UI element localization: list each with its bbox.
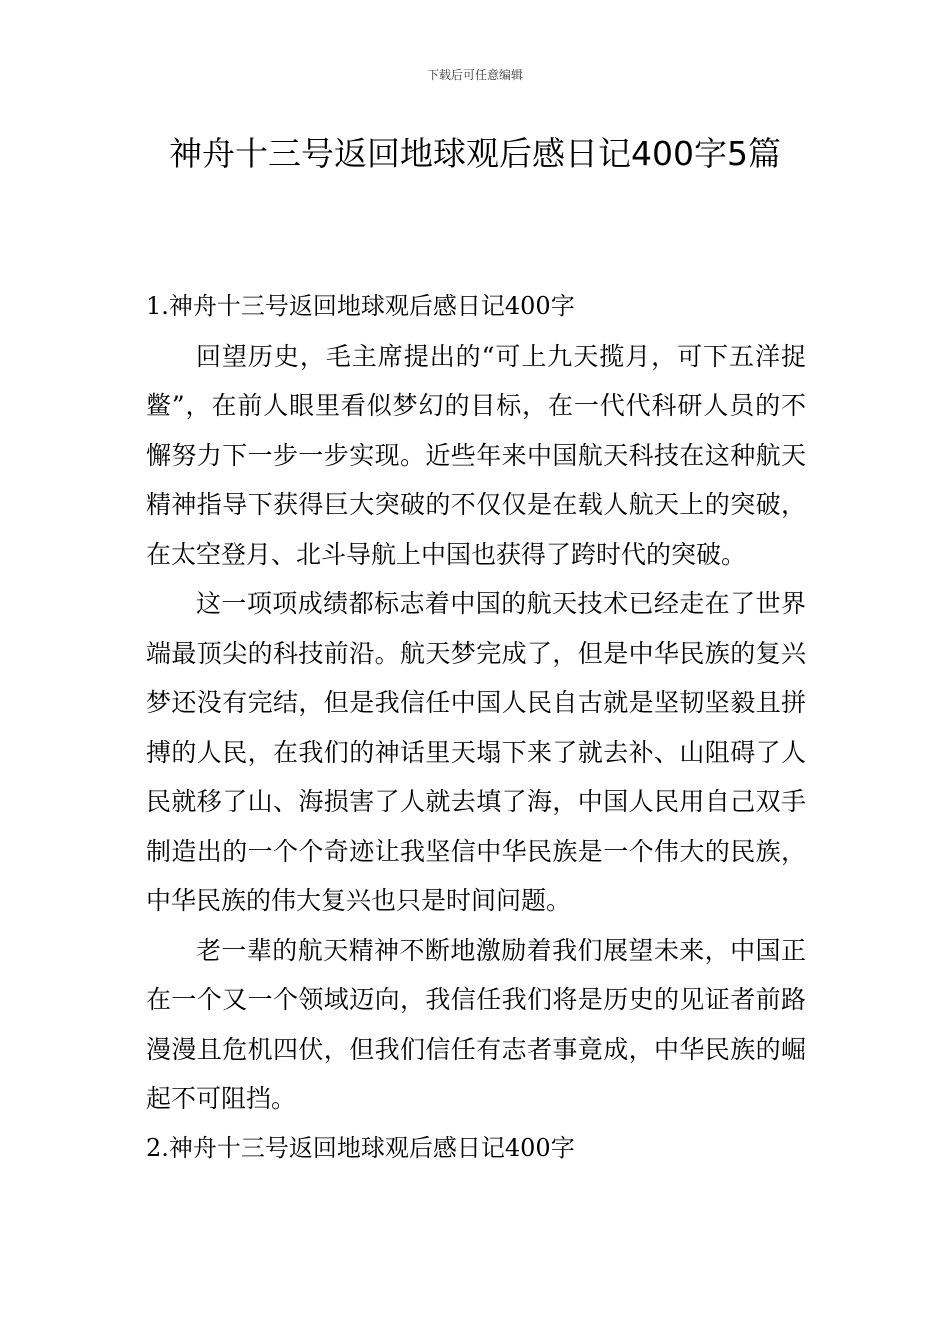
document-body bbox=[146, 282, 806, 1173]
header-note: 下载后可任意编辑 bbox=[426, 68, 523, 82]
paragraph-2: 这一项项成绩都标志着中国的航天技术已经走在了世界端最顶尖的科技前沿。航天梦完成了，但是中华民族的复兴梦还没有完结，但是我信任中国人民自古就是坚韧坚毅且拼搏的人民，在我们的神话里天塌下来了就去补、山阻碍了人民就移了山、海损害了人就去填了海，中国人民用自己双手制造出的一个个奇迹让我坚信中华民族是一个伟大的民族，中华民族的伟大复兴也只是时间问题。 bbox=[146, 589, 806, 915]
paragraph-3: 老一辈的航天精神不断地激励着我们展望未来，中国正在一个又一个领域迈向，我信任我们将是历史的见证者前路漫漫且危机四伏，但我们信任有志者事竟成，中华民族的崛起不可阻挡。 bbox=[146, 935, 806, 1113]
page-title: 神舟十三号返回地球观后感日记400字5篇 bbox=[169, 134, 781, 173]
section-heading-1: 1.神舟十三号返回地球观后感日记400字 bbox=[146, 292, 575, 320]
section-heading-2: 2.神舟十三号返回地球观后感日记400字 bbox=[146, 1133, 575, 1162]
paragraph-1: 回望历史，毛主席提出的“可上九天揽月，可下五洋捉鳖”，在前人眼里看似梦幻的目标，在一代代科研人员的不懈努力下一步一步实现。近些年来中国航天科技在这种航天精神指导下获得巨大突破的不仅仅是在载人航天上的突破，在太空登月、北斗导航上中国也获得了跨时代的突破。 bbox=[146, 341, 806, 569]
